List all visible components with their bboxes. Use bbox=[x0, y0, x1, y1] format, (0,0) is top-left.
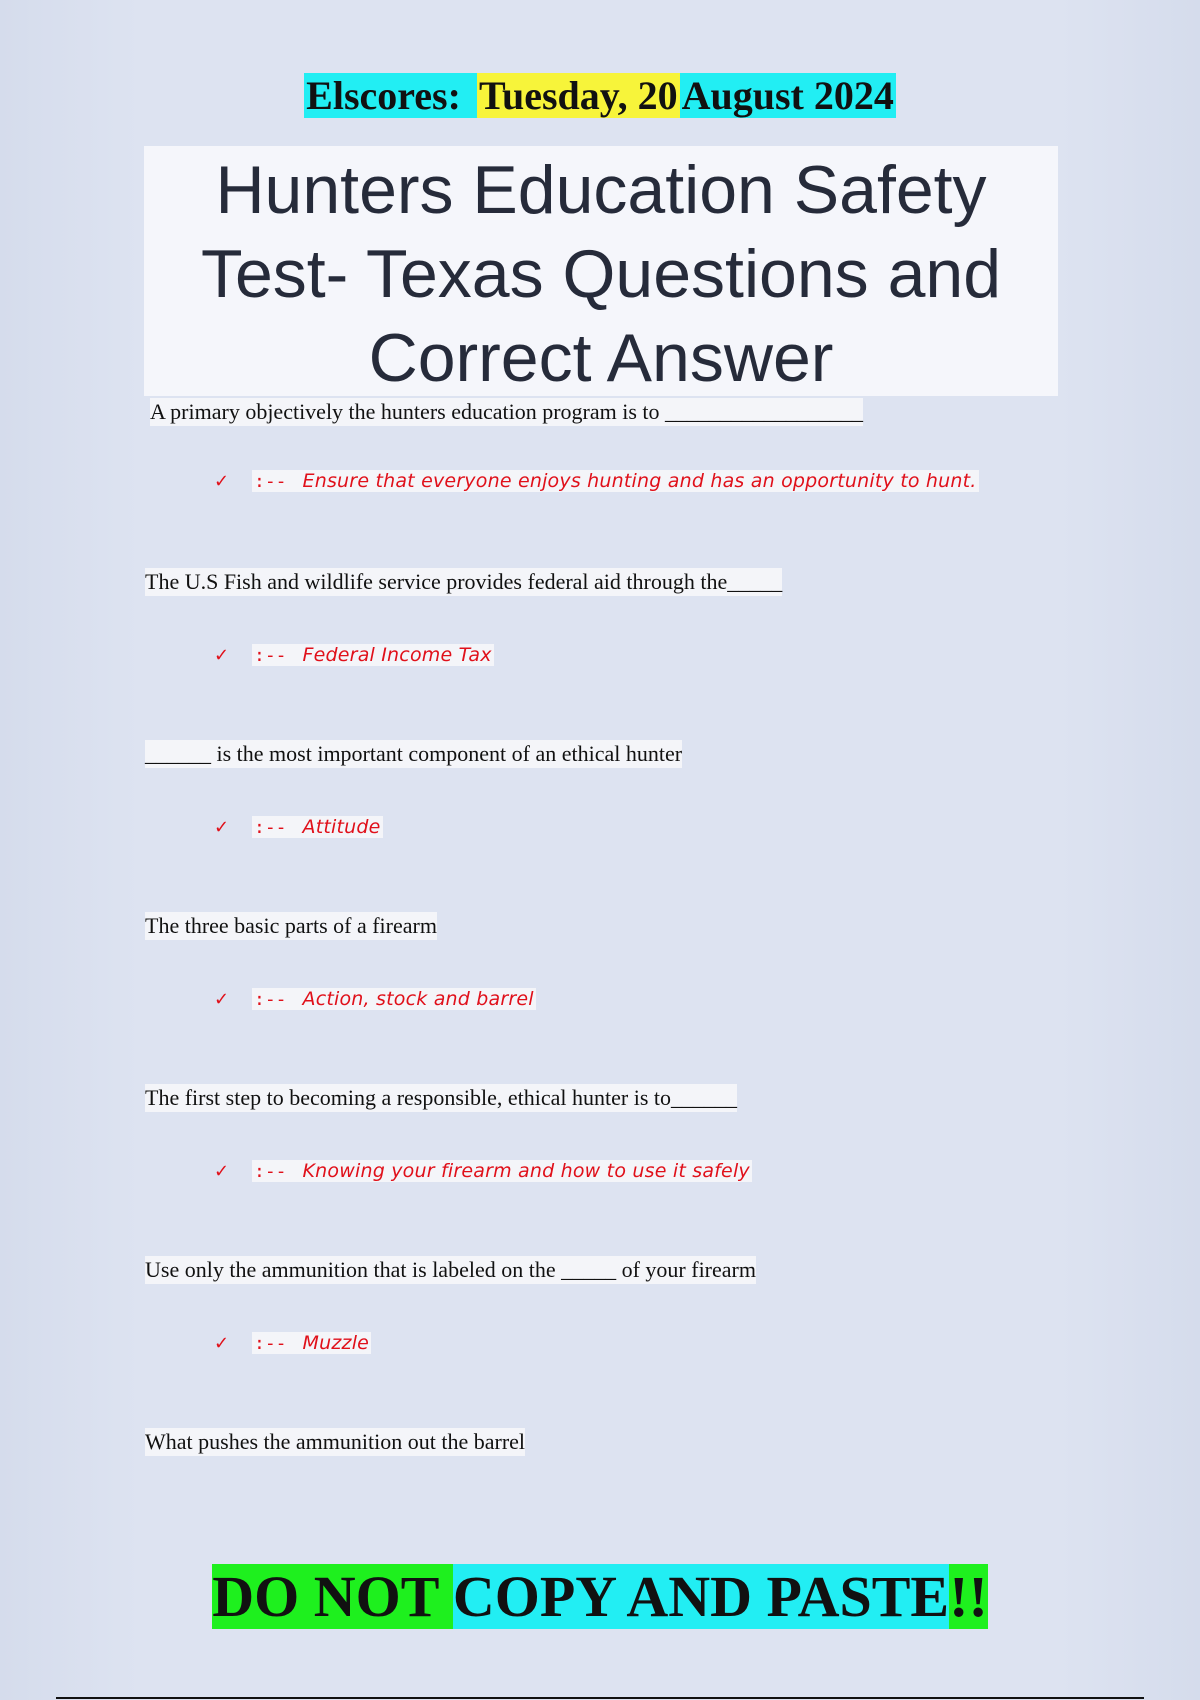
checkmark-icon: ✓ bbox=[214, 1332, 230, 1354]
question-2: The U.S Fish and wildlife service provides federal aid through the_____ bbox=[145, 569, 783, 594]
answer-row-6 bbox=[214, 1328, 371, 1358]
answer-box-5 bbox=[252, 1160, 752, 1182]
question-1: A primary objectively the hunters education program is to __________________ bbox=[150, 399, 864, 424]
question-4: The three basic parts of a firearm bbox=[145, 913, 437, 938]
answer-5: Knowing your firearm and how to use it safely bbox=[302, 1160, 750, 1182]
answer-prefix: :-- bbox=[254, 470, 287, 492]
warning-part-3: !! bbox=[949, 1564, 988, 1629]
answer-6: Muzzle bbox=[302, 1332, 370, 1354]
answer-box-4 bbox=[252, 988, 536, 1010]
answer-prefix: :-- bbox=[254, 644, 287, 666]
answer-2: Federal Income Tax bbox=[302, 644, 492, 666]
answer-box-2 bbox=[252, 644, 494, 666]
warning-part-1: DO NOT bbox=[212, 1564, 453, 1629]
checkmark-icon: ✓ bbox=[214, 1160, 230, 1182]
answer-row-1 bbox=[214, 466, 979, 496]
question-7: What pushes the ammunition out the barrel bbox=[145, 1429, 526, 1454]
copy-warning-banner bbox=[0, 1563, 1200, 1631]
answer-prefix: :-- bbox=[254, 1160, 287, 1182]
question-3: ______ is the most important component of an ethical hunter bbox=[145, 741, 683, 766]
answer-prefix: :-- bbox=[254, 1332, 287, 1354]
title-line-2: Test- Texas Questions and bbox=[200, 236, 1002, 312]
checkmark-icon: ✓ bbox=[214, 988, 230, 1010]
checkmark-icon: ✓ bbox=[214, 644, 230, 666]
title-line-3: Correct Answer bbox=[368, 320, 834, 396]
header-label: Elscores: bbox=[306, 73, 461, 118]
checkmark-icon: ✓ bbox=[214, 470, 230, 492]
answer-row-4 bbox=[214, 984, 536, 1014]
answer-prefix: :-- bbox=[254, 816, 287, 838]
header-day: Tuesday, 20 bbox=[478, 73, 678, 118]
answer-row-5 bbox=[214, 1156, 752, 1186]
answer-1: Ensure that everyone enjoys hunting and has an opportunity to hunt. bbox=[302, 470, 977, 492]
header-month-year: August 2024 bbox=[681, 73, 894, 118]
footer-divider bbox=[56, 1697, 1144, 1699]
answer-prefix: :-- bbox=[254, 988, 287, 1010]
answer-4: Action, stock and barrel bbox=[302, 988, 534, 1010]
answer-box-6 bbox=[252, 1332, 371, 1354]
answer-row-2 bbox=[214, 640, 494, 670]
question-6: Use only the ammunition that is labeled on the _____ of your firearm bbox=[145, 1257, 756, 1282]
checkmark-icon: ✓ bbox=[214, 816, 230, 838]
answer-box-1 bbox=[252, 470, 979, 492]
title-line-1: Hunters Education Safety bbox=[215, 152, 987, 228]
question-5: The first step to becoming a responsible, ethical hunter is to______ bbox=[145, 1085, 738, 1110]
warning-part-2: COPY AND PASTE bbox=[452, 1564, 950, 1629]
answer-box-3 bbox=[252, 816, 383, 838]
answer-row-3 bbox=[214, 812, 383, 842]
answer-3: Attitude bbox=[302, 816, 381, 838]
